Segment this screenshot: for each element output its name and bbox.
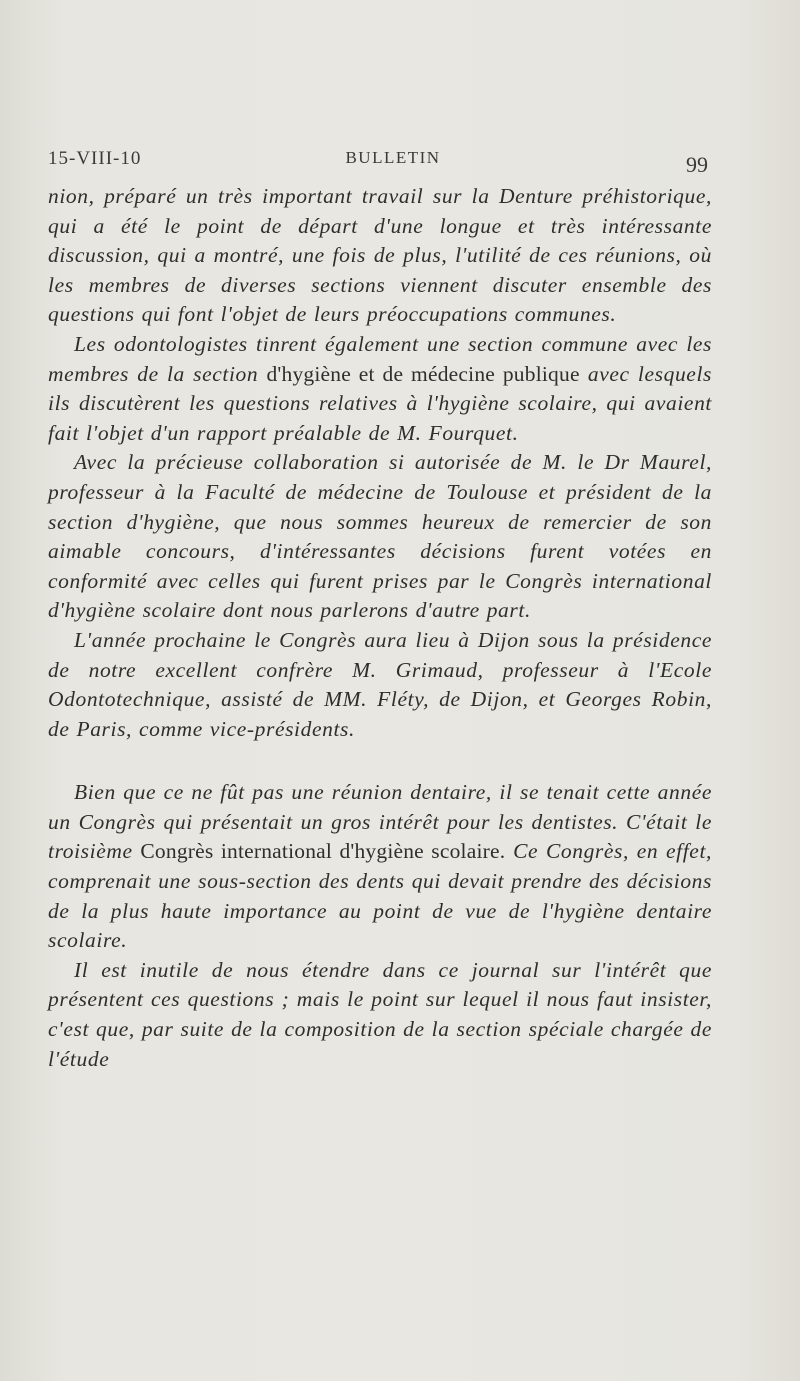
text-segment: Les odontologistes tinrent également une section commune avec les membres de la section	[48, 331, 712, 386]
header-title: BULLETIN	[345, 148, 441, 167]
issue-date: 15-VIII-10	[48, 148, 142, 169]
text-segment-roman: Congrès international d'hygiène scolaire.	[140, 839, 506, 864]
text-segment: Il est inutile de nous étendre dans ce journal sur l'intérêt que présentent ces questions ; mais le point sur lequel il nous faut insister, c'est que, par suite de la composition de la section spéciale chargée de l'étude	[48, 957, 712, 1071]
paragraph-5	[48, 778, 712, 956]
paragraph-3	[48, 448, 712, 626]
text-segment: L'année prochaine le Congrès aura lieu à Dijon sous la présidence de notre excellent confrère M. Grimaud, professeur à l'Ecole Odontotechnique, assisté de MM. Fléty, de Dijon, et Georges Robin, de Paris, comme vice-présidents.	[48, 627, 712, 741]
running-header	[48, 148, 708, 178]
text-segment: Bien que ce ne fût pas une réunion dentaire, il se tenait cette année un Congrès qui présentait un gros intérêt pour les dentistes. C'était le troisième	[48, 780, 712, 864]
text-segment: Ce Congrès, en effet, comprenait une sous-section des dents qui devait prendre des décisions de la plus haute importance au point de vue de l'hygiène dentaire scolaire.	[48, 839, 712, 953]
text-segment: Avec la précieuse collaboration si autorisée de M. le Dr Maurel, professeur à la Faculté de médecine de Toulouse et président de la section d'hygiène, que nous sommes heureux de remercier de son aimable concours, d'intéressantes décisions furent votées en conformité avec celles qui furent prises par le Congrès international d'hygiène scolaire dont nous parlerons d'autre part.	[48, 450, 712, 623]
paragraph-6	[48, 956, 712, 1074]
text-segment: avec lesquels ils discutèrent les questions relatives à l'hygiène scolaire, qui avaient fait l'objet d'un rapport préalable de M. Fourquet.	[48, 361, 712, 445]
page-number: 99	[686, 152, 708, 177]
text-segment-roman: d'hygiène et de médecine publique	[266, 361, 580, 386]
text-segment: nion, préparé un très important travail sur la Denture préhistorique, qui a été le point de départ d'une longue et très intéressante discussion, qui a montré, une fois de plus, l'utilité de ces réunions, où les membres de diverses sections viennent discuter ensemble des questions qui font l'objet de leurs préoccupations communes.	[48, 184, 712, 327]
paragraph-4	[48, 626, 712, 744]
body-text	[48, 182, 712, 1074]
paragraph-1	[48, 182, 712, 330]
paragraph-2	[48, 330, 712, 448]
